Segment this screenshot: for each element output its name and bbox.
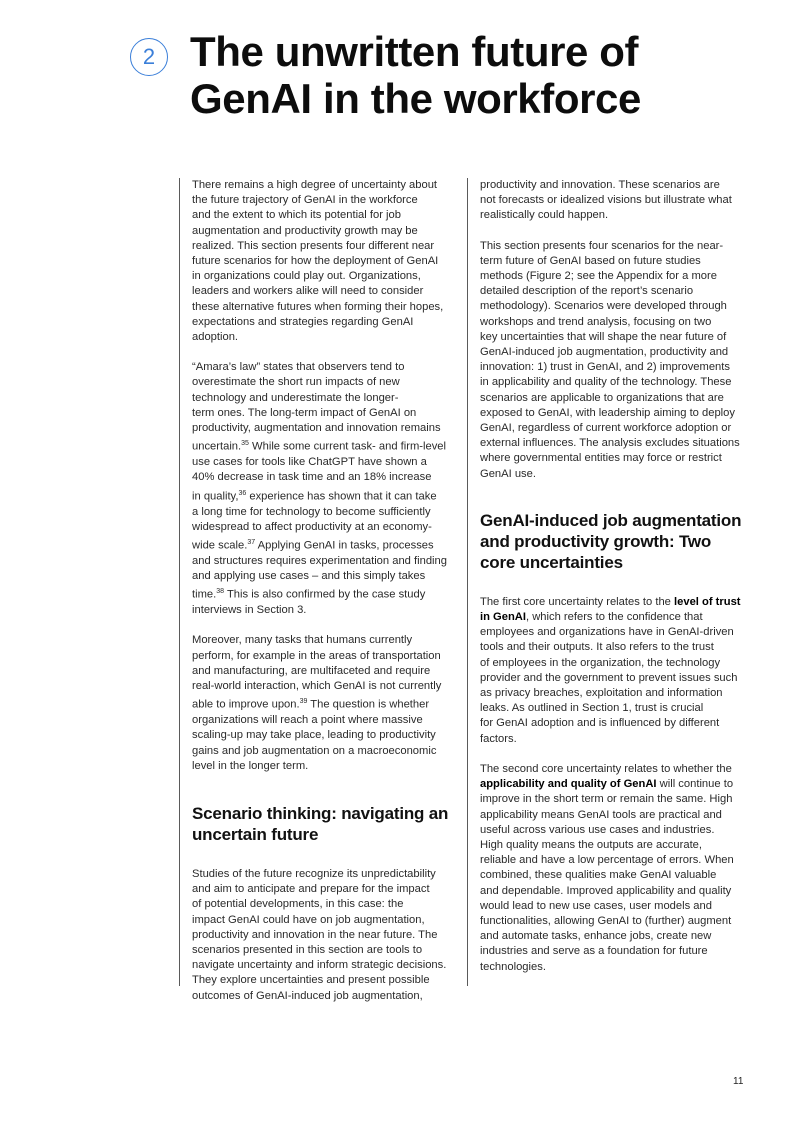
page-title-line-2: GenAI in the workforce (190, 75, 641, 122)
emphasis-term: level of trust in GenAI (480, 595, 741, 624)
footnote-ref[interactable]: 37 (247, 538, 256, 546)
emphasis-term: applicability and quality of GenAI (480, 778, 657, 791)
footnote-ref[interactable]: 36 (238, 489, 247, 497)
page-title-line-1: The unwritten future of (190, 28, 639, 75)
body-paragraph: productivity and innovation. These scenarios are not forecasts or idealized visions but illustrate what realistically could happen. (480, 179, 732, 222)
body-paragraph: Moreover, many tasks that humans currently perform, for example in the areas of transportation and manufacturing, are multifaceted and require real-world interaction, which GenAI is not currently able to improve upon.$^{39}$ The question is whether organizations will reach a point where massive scaling-up may take place, leading to productivity gains and job augmentation on a macroeconomic level in the longer term. (192, 634, 442, 772)
section-heading: Scenario thinking: navigating an uncertain future (192, 803, 449, 844)
body-paragraph: The first core uncertainty relates to the level of trust in GenAI, which refers to the confidence that employees and organizations have in GenAI-driven tools and their outputs. It also refers to the trust of employees in the organization, the technology provider and the government to prevent issues such as privacy breaches, exploitation and information leaks. As outlined in Section 1, trust is crucial for GenAI adoption and is influenced by different factors. (480, 595, 741, 745)
footnote-ref[interactable]: 38 (216, 588, 225, 596)
right-column (467, 178, 751, 986)
body-paragraph: There remains a high degree of uncertainty about the future trajectory of GenAI in the workforce and the extent to which its potential for job augmentation and productivity growth may be realized. This section presents four different near future scenarios for how the deployment of GenAI in organizations could play out. Organizations, leaders and workers alike will need to consider these alternative futures when forming their hopes, expectations and strategies regarding GenAI adoption. (192, 179, 444, 344)
section-heading: GenAI-induced job augmentation and productivity growth: Two core uncertainties (480, 510, 742, 572)
body-paragraph: This section presents four scenarios for the near- term future of GenAI based on future studies methods (Figure 2; see the Appendix for a more detailed description of the report’s scenario methodology). Scenarios were developed through workshops and trend analysis, focusing on two key uncertainties that will shape the near future of GenAI-induced job augmentation, productivity and innovation: 1) trust in GenAI, and 2) improvements in applicability and quality of the technology. These scenarios are applicable to organizations that are exposed to GenAI, with leadership aiming to deploy GenAI, regardless of current workforce adoption or external influences. The analysis excludes situations where governmental entities may force or restrict GenAI use. (480, 239, 740, 480)
page-title (190, 28, 750, 122)
chapter-number-badge (130, 38, 168, 76)
chapter-number: 2 (142, 44, 156, 69)
footnote-ref[interactable]: 39 (299, 698, 308, 706)
footnote-ref[interactable]: 35 (241, 440, 249, 448)
body-paragraph: The second core uncertainty relates to whether the applicability and quality of GenAI will continue to improve in the short term or remain the same. High applicability means GenAI tools are practical and useful across various use cases and industries. High quality means the outputs are accurate, reliable and have a low percentage of errors. When combined, these qualities make GenAI valuable and dependable. Improved applicability and quality would lead to new use cases, user models and functionalities, allowing GenAI to (further) augment and automate tasks, enhance jobs, create new industries and serve as a foundation for future technologies. (480, 762, 734, 973)
body-paragraph: Studies of the future recognize its unpredictability and aim to anticipate and prepare for the impact of potential developments, in this case: the impact GenAI could have on job augmentation, productivity and innovation in the near future. The scenarios presented in this section are tools to navigate uncertainty and inform strategic decisions. They explore uncertainties and present possible outcomes of GenAI-induced job augmentation, (192, 867, 447, 1002)
page-number: 11 (733, 1076, 744, 1087)
left-column (179, 178, 463, 1002)
body-paragraph: “Amara’s law” states that observers tend to overestimate the short run impacts of new technology and underestimate the longer- term ones. The long-term impact of GenAI on productivity, augmentation and innovation remains uncertain.$^{35}$ While some current task- and firm-level use cases for tools like ChatGPT have shown a 40% decrease in task time and an 18% increase in quality,$^{36}$ experience has shown that it can take a long time for technology to become sufficiently widespread to affect productivity at an economy- wide scale.$^{37}$ Applying GenAI in tasks, processes and structures requires experimentation and finding and applying use cases – and this simply takes time.$^{38}$ This is also confirmed by the case study interviews in Section 3. (192, 361, 447, 617)
